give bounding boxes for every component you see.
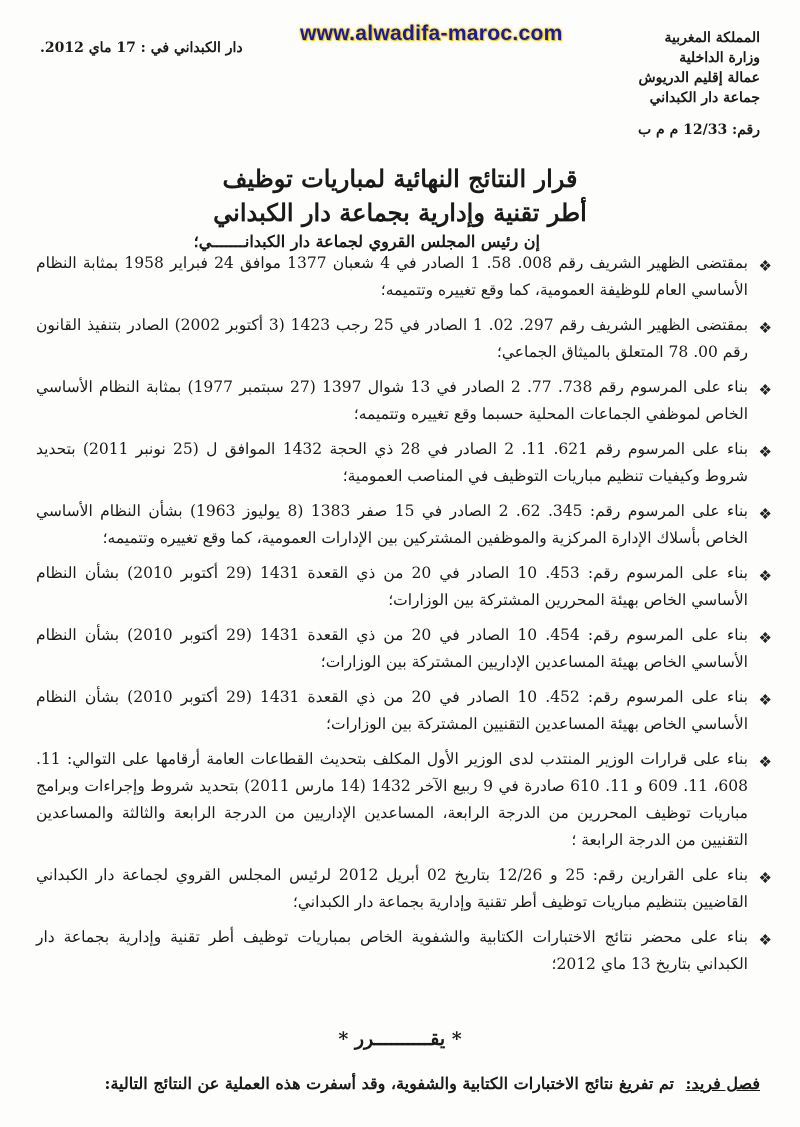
clause-item [36, 924, 772, 978]
website-watermark[interactable]: www.alwadifa-maroc.com [300, 22, 563, 45]
diamond-bullet-icon: ❖ [758, 319, 772, 337]
header-line-kingdom: المملكة المغربية [664, 30, 760, 46]
clause-text: بناء على قرارات الوزير المنتدب لدى الوزير الأول المكلف بتحديث القطاعات العامة أرقامها على التوالي: 11. 608، 11. 609 و 11. 610 صادرة في 9 ربيع الآخر 1432 (14 مارس 2011) بتحديد شروط وإجراءات وبرامج مباريات توظيف المحررين من الدرجة الرابعة، المساعدين الإداريين من الدرجة الرابعة والثالثة والمساعدين التقنيين من الدرجة الرابعة ؛ [36, 750, 748, 849]
clause-text: بناء على المرسوم رقم 738. 77. 2 الصادر في 13 شوال 1397 (27 سبتمبر 1977) بمثابة النظام الأساسي الخاص لموظفي الجماعات المحلية حسبما وقع تغييره وتتميمه؛ [36, 378, 748, 423]
clause-item [36, 560, 772, 614]
title-line-2: أطر تقنية وإدارية بجماعة دار الكبداني [213, 198, 587, 227]
clause-item [36, 436, 772, 490]
diamond-bullet-icon: ❖ [758, 567, 772, 585]
reference-number: رقم: 12/33 م م ب [637, 122, 760, 138]
clause-item [36, 746, 772, 854]
diamond-bullet-icon: ❖ [758, 691, 772, 709]
clause-text: بناء على المرسوم رقم: 345. 62. 2 الصادر في 15 صفر 1383 (8 يوليوز 1963) بشأن النظام الأساسي الخاص بأسلاك الإدارة المركزية والموظفين المشتركين بين الإدارات العمومية، كما وقع تغييره وتتميمه؛ [36, 502, 748, 547]
clause-text: بمقتضى الظهير الشريف رقم 297. 02. 1 الصادر في 25 رجب 1423 (3 أكتوبر 2002) الصادر بتنفيذ القانون رقم 00. 78 المتعلق بالميثاق الجماعي؛ [36, 316, 749, 361]
diamond-bullet-icon: ❖ [758, 869, 772, 887]
diamond-bullet-icon: ❖ [758, 443, 772, 461]
diamond-bullet-icon: ❖ [758, 931, 772, 949]
clause-text: بناء على المرسوم رقم 621. 11. 2 الصادر في 28 ذي الحجة 1432 الموافق ل (25 نونبر 2011) بتحديد شروط وكيفيات تنظيم مباريات التوظيف في المناصب العمومية؛ [36, 440, 749, 485]
diamond-bullet-icon: ❖ [758, 257, 772, 275]
sole-article [30, 1074, 760, 1093]
clause-text: بناء على القرارين رقم: 25 و 12/26 بتاريخ 02 أبريل 2012 لرئيس المجلس القروي لجماعة دار الكبداني القاضيين بتنظيم مباريات توظيف أطر تقنية وإدارية بجماعة دار الكبداني؛ [36, 866, 749, 911]
clause-text: بناء على المرسوم رقم: 453. 10 الصادر في 20 من ذي القعدة 1431 (29 أكتوبر 2010) بشأن النظام الأساسي الخاص بهيئة المحررين المشتركة بين الوزارات؛ [36, 564, 748, 609]
clause-item [36, 374, 772, 428]
clause-item [36, 250, 772, 304]
place-date: دار الكبداني في : 17 ماي 2012. [40, 40, 243, 56]
clause-item [36, 498, 772, 552]
clause-text: بناء على محضر نتائج الاختبارات الكتابية والشفوية الخاص بمباريات توظيف أطر تقنية وإدارية بجماعة دار الكبداني بتاريخ 13 ماي 2012؛ [36, 928, 748, 973]
issuing-authority-header [639, 28, 760, 108]
header-line-commune: جماعة دار الكبداني [649, 90, 760, 106]
diamond-bullet-icon: ❖ [758, 753, 772, 771]
clause-item [36, 622, 772, 676]
diamond-bullet-icon: ❖ [758, 381, 772, 399]
clause-text: بناء على المرسوم رقم: 452. 10 الصادر في 20 من ذي القعدة 1431 (29 أكتوبر 2010) بشأن النظام الأساسي الخاص بهيئة المساعدين التقنيين المشتركة بين الوزارات؛ [36, 688, 748, 733]
sole-article-label: فصل فريد: [685, 1074, 760, 1093]
sole-article-text: تم تفريغ نتائج الاختبارات الكتابية والشفوية، وقد أسفرت هذه العملية عن النتائج التالية: [104, 1074, 674, 1093]
clauses-list [36, 250, 772, 986]
decision-heading: * يقــــــــــرر * [338, 1028, 462, 1050]
intro-line: إن رئيس المجلس القروي لجماعة دار الكبدانـــــــي؛ [193, 232, 540, 251]
header-line-ministry: وزارة الداخلية [679, 50, 760, 66]
clause-text: بناء على المرسوم رقم: 454. 10 الصادر في 20 من ذي القعدة 1431 (29 أكتوبر 2010) بشأن النظام الأساسي الخاص بهيئة المساعدين الإداريين المشتركة بين الوزارات؛ [36, 626, 748, 671]
clause-item [36, 312, 772, 366]
diamond-bullet-icon: ❖ [758, 505, 772, 523]
header-line-province: عمالة إقليم الدريوش [638, 70, 760, 86]
document-title [0, 162, 800, 230]
title-line-1: قرار النتائج النهائية لمباريات توظيف [222, 164, 578, 193]
diamond-bullet-icon: ❖ [758, 629, 772, 647]
clause-item [36, 862, 772, 916]
clause-text: بمقتضى الظهير الشريف رقم 008. 58. 1 الصادر في 4 شعبان 1377 موافق 24 فبراير 1958 بمثابة النظام الأساسي العام للوظيفة العمومية، كما وقع تغييره وتتميمه؛ [36, 254, 748, 299]
clause-item [36, 684, 772, 738]
